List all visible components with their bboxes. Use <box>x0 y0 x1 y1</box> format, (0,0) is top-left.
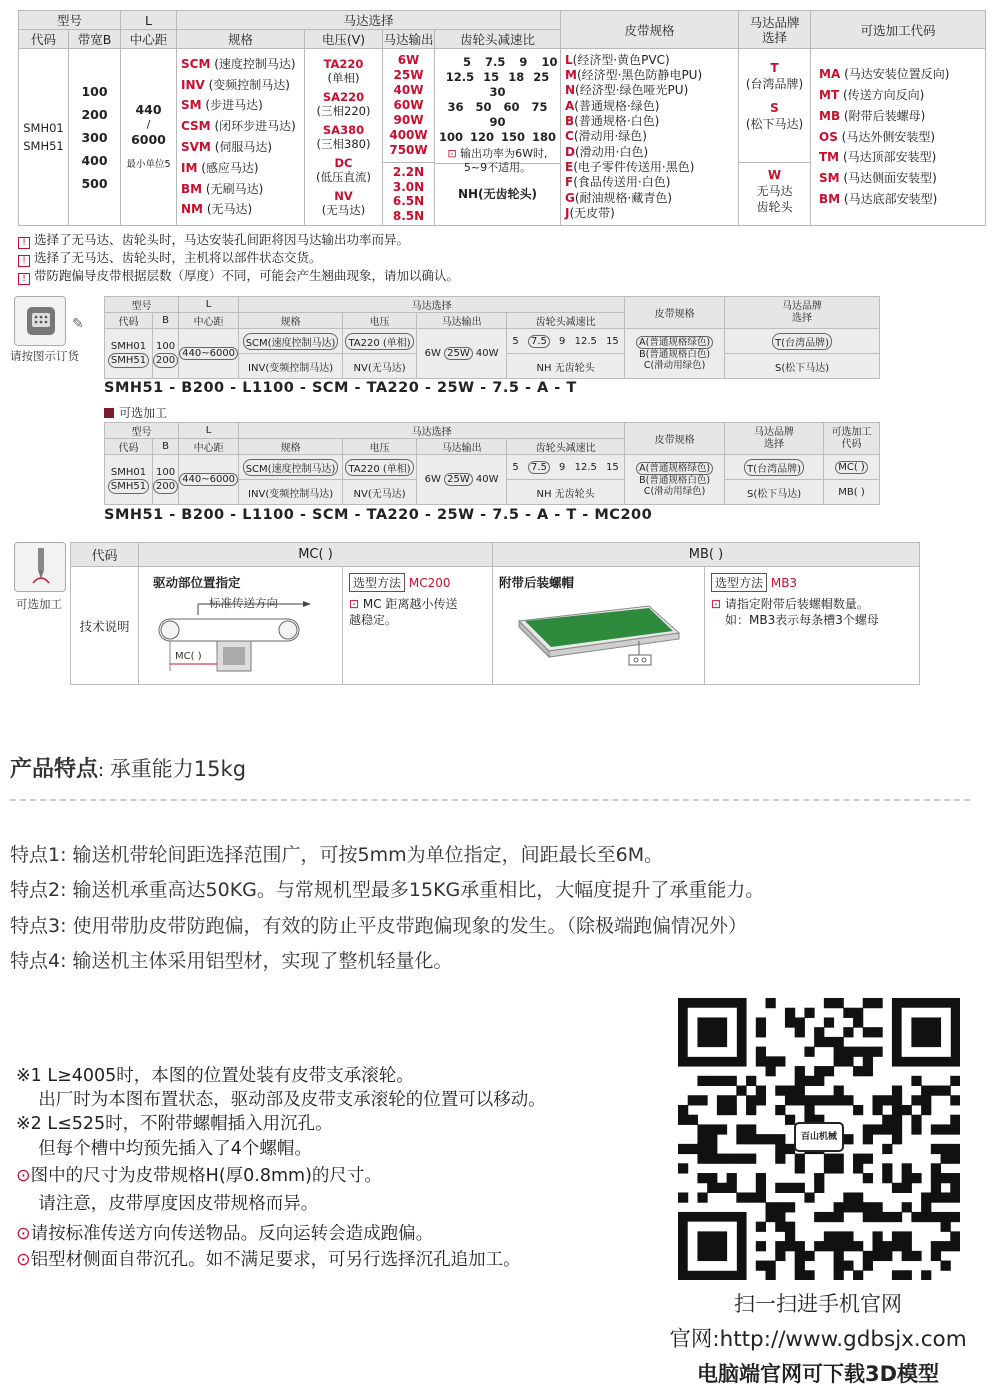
ratio-row: 5 7.5 9 10 <box>463 55 558 69</box>
L-max: 6000 <box>131 132 166 147</box>
spec-item: SCM (速度控制马达) <box>181 56 296 71</box>
code-smh01: SMH01 <box>23 121 64 135</box>
warning-icon: ⊙ <box>16 1250 31 1270</box>
spec-item: BM (无刷马达) <box>181 181 264 196</box>
th-width: 带宽B <box>69 30 121 49</box>
th-brand: 马达品牌 选择 <box>725 297 880 329</box>
voltage-desc: (三相380) <box>316 137 371 151</box>
th-brand: 马达品牌 选择 <box>739 11 811 49</box>
th-volt: 电压 <box>343 439 417 455</box>
method-box: 选型方法 <box>711 573 767 592</box>
th-mc: MC( ) <box>139 543 493 567</box>
th-option: 可选加工代码 <box>811 11 986 49</box>
output-item: 2.2N <box>392 165 425 179</box>
mc-tag: MC( ) <box>175 651 202 662</box>
conveyor-side-diagram <box>153 591 343 681</box>
order-volt2: NV(无马达) <box>343 480 417 505</box>
output-item: 3.0N <box>392 179 425 194</box>
warning-icon: ⊙ <box>16 1224 31 1244</box>
th-belt: 皮带规格 <box>625 423 725 455</box>
footer-3d: 电脑端官网可下载3D模型 <box>696 1362 940 1386</box>
voltage-code: SA380 <box>322 123 365 137</box>
spec-item: IM (感应马达) <box>181 160 259 175</box>
th-output: 马达输出 <box>383 30 435 49</box>
th-code: 代码 <box>71 543 139 567</box>
mc-title: 驱动部位置指定 <box>153 575 241 590</box>
belt-item: N(经济型·绿色哑光PU) <box>565 83 689 98</box>
mc-note: ⊡ MC 距离越小传送 越稳定。 <box>349 597 458 627</box>
width-item: 400 <box>81 152 108 168</box>
remark: ⊙请按标准传送方向传送物品。反向运转会造成跑偏。 <box>16 1224 434 1244</box>
order-brand1: T(台湾品牌) <box>725 455 824 480</box>
order-code-2: SMH51 - B200 - L1100 - SCM - TA220 - 25W - 7.5 - A - T - MC200 <box>104 507 653 523</box>
th-motor: 马达选择 <box>177 11 561 30</box>
ratio-nh: NH(无齿轮头) <box>435 163 560 224</box>
feature-item: 特点1: 输送机带轮间距选择范围广，可按5mm为单位指定，间距最长至6M。 <box>10 844 664 866</box>
order-spec2: INV(变频控制马达) <box>239 480 343 505</box>
order-B: 100 200 <box>153 329 179 379</box>
th-model: 型号 <box>19 11 121 30</box>
width-item: 300 <box>81 129 108 145</box>
L-unit: 最小单位5 <box>126 159 171 170</box>
spec-table <box>18 10 986 226</box>
L-values <box>121 49 177 226</box>
footer-scan: 扫一扫进手机官网 <box>734 1292 902 1316</box>
code-smh51: SMH51 <box>23 139 64 153</box>
brand-code: S <box>770 100 779 115</box>
row-label: 技术说明 <box>71 567 139 685</box>
mb-example: MB3 <box>770 576 798 590</box>
option-item: MA (马达安装位置反向) <box>819 67 950 82</box>
mb-diagram <box>493 567 705 685</box>
th-brand: 马达品牌 选择 <box>725 423 824 455</box>
brand-desc: 无马达 齿轮头 <box>756 183 793 214</box>
mc-diagram <box>139 567 343 685</box>
ratio-list <box>435 49 561 226</box>
L-min: 440 <box>135 102 162 117</box>
remark: ⊙图中的尺寸为皮带规格H(厚0.8mm)的尺寸。 <box>16 1166 382 1186</box>
voltage-code: SA220 <box>322 90 365 104</box>
warning-icon: ⊙ <box>16 1166 31 1186</box>
output-item: 8.5N <box>392 208 425 223</box>
brand-code: W <box>767 167 782 182</box>
belt-item: A(普通规格·绿色) <box>565 98 660 113</box>
option-item: SM (马达侧面安装型) <box>819 171 937 186</box>
order-output: 6W 25W 40W <box>417 329 507 379</box>
th-voltage: 电压(V) <box>305 30 383 49</box>
spec-list <box>177 49 305 226</box>
square-icon <box>104 408 114 418</box>
order-volt1: TA220 (单相) <box>343 455 417 480</box>
voltage-code: NV <box>334 189 353 203</box>
qr-code[interactable] <box>678 998 960 1280</box>
remark: ※1 L≥4005时，本图的位置处装有皮带支承滚轮。 <box>16 1066 414 1086</box>
output-list <box>383 49 435 226</box>
features-title: 产品特点 <box>10 757 99 782</box>
th-L: L <box>121 11 177 30</box>
remark: ※2 L≤525时，不附带螺帽插入用沉孔。 <box>16 1114 333 1134</box>
output-item: 750W <box>389 143 428 157</box>
order-codes: SMH01 SMH51 <box>105 455 153 505</box>
th-spec: 规格 <box>177 30 305 49</box>
model-codes <box>19 49 69 226</box>
belt-item: D(滑动用·白色) <box>565 144 649 159</box>
th-motor: 马达选择 <box>239 297 625 313</box>
th-code: 代码 <box>105 313 153 329</box>
option-list <box>811 49 986 226</box>
L-sep: / <box>146 118 151 131</box>
footer-website[interactable]: 官网:http://www.gdbsjx.com <box>669 1327 967 1352</box>
order-spec1: SCM(速度控制马达) <box>239 329 343 354</box>
th-output: 马达输出 <box>417 439 507 455</box>
th-code: 代码 <box>105 439 153 455</box>
th-ratio: 齿轮头减速比 <box>507 313 625 329</box>
width-item: 500 <box>81 175 108 191</box>
th-ratio: 齿轮头减速比 <box>435 30 561 49</box>
order-belts: A(普通规格绿色) B(普通规格白色) C(滑动用绿色) <box>625 455 725 505</box>
brand-desc: (台湾品牌) <box>745 76 804 91</box>
th-motor: 马达选择 <box>239 423 625 439</box>
mb-note1: ⊡ 请指定附带后装螺帽数量。 <box>711 597 869 611</box>
th-L: L <box>179 423 239 439</box>
features-capacity: 承重能力15kg <box>109 757 247 781</box>
ratio-row: 12.5 15 18 25 30 <box>445 70 550 99</box>
warning-icon: ! <box>18 237 30 249</box>
remark: ⊙铝型材侧面自带沉孔。如不满足要求，可另行选择沉孔追加工。 <box>16 1250 521 1270</box>
mb-title: 附带后装螺帽 <box>499 575 575 590</box>
voltage-desc: (低压直流) <box>316 170 371 184</box>
brand-list <box>739 49 811 226</box>
width-values <box>69 49 121 226</box>
belt-item: L(经济型·黄色PVC) <box>565 52 670 67</box>
order-spec1: SCM(速度控制马达) <box>239 455 343 480</box>
output-item: 40W <box>393 83 424 97</box>
voltage-desc: (单相) <box>327 71 360 85</box>
order-belts: A(普通规格绿色) B(普通规格白色) C(滑动用绿色) <box>625 329 725 379</box>
belt-list <box>561 49 739 226</box>
voltage-code: TA220 <box>323 57 364 71</box>
mc-method <box>343 567 493 685</box>
spec-item: CSM (闭环步进马达) <box>181 119 296 134</box>
order-table-option <box>104 422 880 505</box>
width-item: 100 <box>81 83 108 99</box>
conveyor-iso-diagram <box>499 591 699 681</box>
spec-item: NM (无马达) <box>181 202 253 217</box>
belt-item: G(耐油规格·藏青色) <box>565 190 673 205</box>
th-option: 可选加工 代码 <box>824 423 880 455</box>
order-spec2: INV(变频控制马达) <box>239 354 343 379</box>
order-opt1: MC( ) <box>824 455 880 480</box>
th-belt: 皮带规格 <box>561 11 739 49</box>
feature-item: 特点4: 输送机主体采用铝型材，实现了整机轻量化。 <box>10 950 453 972</box>
divider <box>10 799 970 801</box>
th-belt: 皮带规格 <box>625 297 725 329</box>
th-model: 型号 <box>105 297 179 313</box>
order-ratio: 5 7.5 9 12.5 15 <box>507 329 625 354</box>
option-table <box>70 542 920 685</box>
th-code: 代码 <box>19 30 69 49</box>
order-B: 100 200 <box>153 455 179 505</box>
remark: 但每个槽中均预先插入了4个螺帽。 <box>16 1139 312 1159</box>
th-spec: 规格 <box>239 313 343 329</box>
features-heading: 产品特点: 承重能力15kg <box>10 757 247 782</box>
brand-logo: 百山机械 <box>794 1122 844 1152</box>
th-center: 中心距 <box>179 439 239 455</box>
brand-desc: (松下马达) <box>745 116 804 131</box>
output-item: 25W <box>393 68 424 82</box>
th-B: B <box>153 313 179 329</box>
order-codes: SMH01 SMH51 <box>105 329 153 379</box>
ratio-note: ⊡ 输出功率为6W时, 5~9不适用。 <box>447 147 548 174</box>
method-box: 选型方法 <box>349 573 405 592</box>
spec-item: SVM (伺服马达) <box>181 140 273 154</box>
belt-item: C(滑动用·绿色) <box>565 129 647 144</box>
remark: 出厂时为本图布置状态，驱动部及皮带支承滚轮的位置可以移动。 <box>16 1090 546 1110</box>
brand-code: T <box>770 60 779 75</box>
note-2: ! 选择了无马达、齿轮头时，主机将以部件状态交货。 <box>18 248 322 267</box>
pen-icon: ✎ <box>72 316 84 332</box>
output-item: 400W <box>389 128 428 142</box>
remark: 请注意，皮带厚度因皮带规格而异。 <box>16 1194 319 1214</box>
phone-icon <box>14 296 66 346</box>
order-brand1: T(台湾品牌) <box>725 329 880 354</box>
order-brand2: S(松下马达) <box>725 480 824 505</box>
output-item: 90W <box>393 113 424 127</box>
order-code-1: SMH51 - B200 - L1100 - SCM - TA220 - 25W - 7.5 - A - T <box>104 380 577 396</box>
note-3: ! 带防跑偏导皮带根据层数（厚度）不同，可能会产生翘曲现象，请加以确认。 <box>18 266 459 285</box>
th-spec: 规格 <box>239 439 343 455</box>
belt-item: B(普通规格·白色) <box>565 114 660 129</box>
th-volt: 电压 <box>343 313 417 329</box>
belt-item: E(电子零件传送用·黑色) <box>565 159 695 174</box>
belt-item: J(无皮带) <box>565 205 615 220</box>
note-1: ! 选择了无马达、齿轮头时，马达安装孔间距将因马达输出功率而异。 <box>18 230 409 249</box>
th-mb: MB( ) <box>493 543 920 567</box>
mc-example: MC200 <box>408 576 451 590</box>
option-item: MT (传送方向反向) <box>819 88 925 102</box>
th-center: 中心距 <box>179 313 239 329</box>
option-item: MB (附带后装螺母) <box>819 108 926 123</box>
order-ratio-nh: NH 无齿轮头 <box>507 480 625 505</box>
option-item: TM (马达顶部安装型) <box>819 150 937 165</box>
feature-item: 特点2: 输送机承重高达50KG。与常规机型最多15KG承重相比，大幅度提升了承重能力。 <box>10 879 765 901</box>
feature-item: 特点3: 使用带肋皮带防跑偏，有效的防止平皮带跑偏现象的发生。（除极端跑偏情况外） <box>10 915 748 937</box>
th-center: 中心距 <box>121 30 177 49</box>
th-L: L <box>179 297 239 313</box>
voltage-list <box>305 49 383 226</box>
order-output: 6W 25W 40W <box>417 455 507 505</box>
order-ratio: 5 7.5 9 12.5 15 <box>507 455 625 480</box>
option-item: BM (马达底部安装型) <box>819 191 938 206</box>
mc-direction-label: 标准传送方向 <box>209 596 278 610</box>
th-ratio: 齿轮头减速比 <box>507 439 625 455</box>
order-L: 440~6000 <box>179 455 239 505</box>
spec-item: INV (变频控制马达) <box>181 77 290 92</box>
width-item: 200 <box>81 106 108 122</box>
th-B: B <box>153 439 179 455</box>
ratio-row: 100 120 150 180 <box>438 130 557 144</box>
order-volt2: NV(无马达) <box>343 354 417 379</box>
ratio-row: 36 50 60 75 90 <box>447 100 548 129</box>
order-table <box>104 296 880 379</box>
option-label: 可选加工 <box>16 597 62 611</box>
order-brand2: S(松下马达) <box>725 354 880 379</box>
voltage-desc: (三相220) <box>316 104 371 118</box>
warning-icon: ! <box>18 273 30 285</box>
order-opt2: MB( ) <box>824 480 880 505</box>
voltage-desc: (无马达) <box>321 203 366 217</box>
mb-method <box>705 567 920 685</box>
voltage-code: DC <box>334 156 353 170</box>
belt-item: M(经济型·黑色防静电PU) <box>565 68 703 83</box>
spec-item: SM (步进马达) <box>181 98 263 113</box>
th-model: 型号 <box>105 423 179 439</box>
order-ratio-nh: NH 无齿轮头 <box>507 354 625 379</box>
drill-icon <box>14 542 66 592</box>
order-L: 440~6000 <box>179 329 239 379</box>
order-label: 请按图示订货 <box>10 349 79 363</box>
mb-note2: 如：MB3表示每条槽3个螺母 <box>725 613 879 627</box>
option-item: OS (马达外侧安装型) <box>819 129 936 144</box>
warning-icon: ! <box>18 255 30 267</box>
output-item: 60W <box>393 98 424 112</box>
th-output: 马达输出 <box>417 313 507 329</box>
output-item: 6.5N <box>392 194 425 208</box>
belt-item: F(食品传送用·白色) <box>565 175 671 190</box>
output-item: 6W <box>397 53 420 67</box>
optional-title: 可选加工 <box>104 404 167 421</box>
order-volt1: TA220 (单相) <box>343 329 417 354</box>
